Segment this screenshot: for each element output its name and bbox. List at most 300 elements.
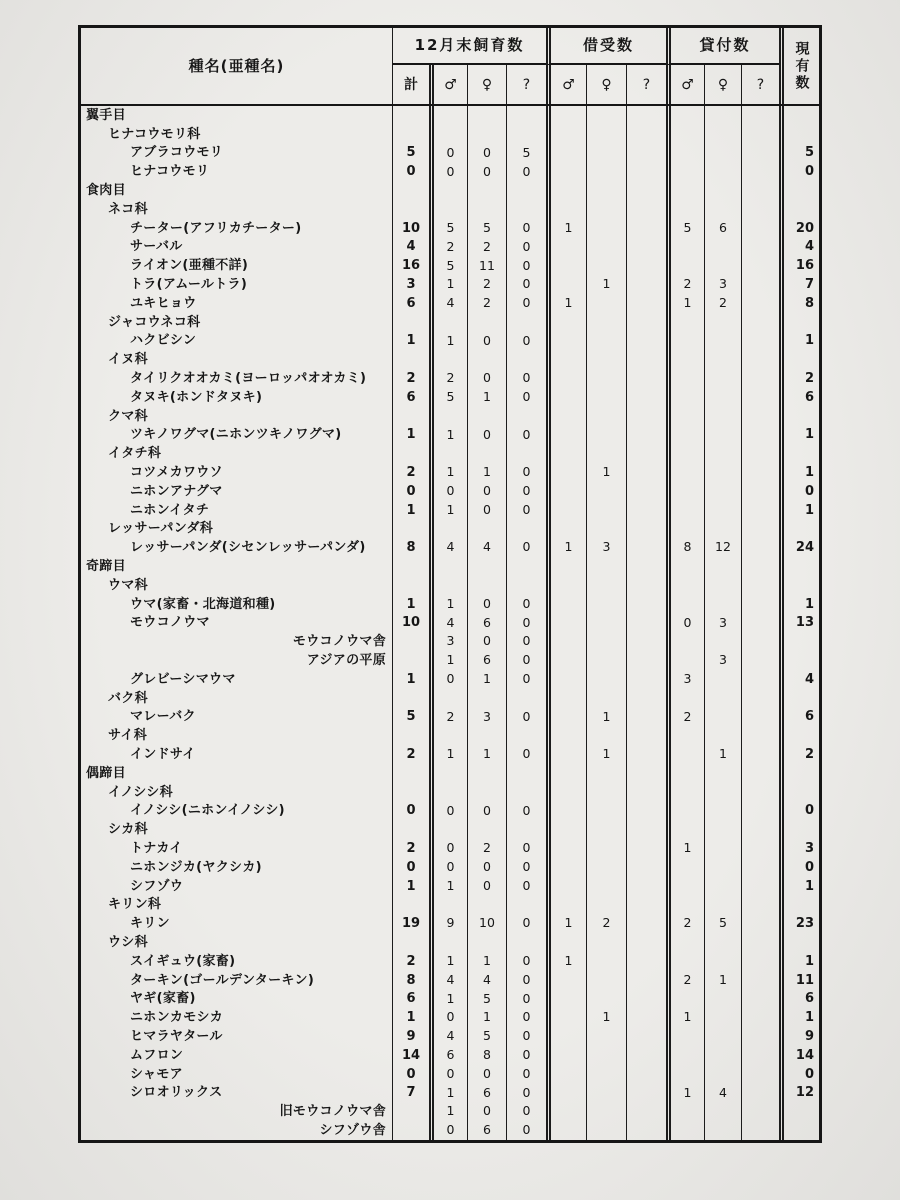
cell-borrow-female [586, 1065, 626, 1084]
cell-borrow-female [586, 877, 626, 896]
cell-borrow-female [586, 369, 626, 388]
cell-dec-unknown: 5 [506, 144, 546, 163]
cell-borrow-female [586, 595, 626, 614]
cell-lend-female [704, 576, 741, 595]
cell-lend-female [704, 256, 741, 275]
cell-lend-male: 5 [666, 219, 704, 238]
cell-lend-male [666, 858, 704, 877]
cell-dec-total: 6 [392, 989, 429, 1008]
cell-dec-unknown: 0 [506, 332, 546, 351]
cell-dec-total: 8 [392, 538, 429, 557]
cell-borrow-female: 2 [586, 914, 626, 933]
cell-lend-unknown [741, 595, 779, 614]
cell-borrow-unknown [626, 670, 666, 689]
cell-current-count: 0 [779, 858, 819, 877]
cell-dec-unknown [506, 576, 546, 595]
cell-dec-male: 4 [429, 294, 467, 313]
cell-borrow-male: 1 [546, 952, 586, 971]
cell-borrow-male [546, 162, 586, 181]
cell-dec-total [392, 764, 429, 783]
family-name: イヌ科 [108, 352, 148, 368]
cell-lend-male [666, 651, 704, 670]
cell-lend-male [666, 764, 704, 783]
cell-lend-female [704, 689, 741, 708]
cell-dec-total: 3 [392, 275, 429, 294]
cell-lend-unknown [741, 745, 779, 764]
cell-borrow-female [586, 482, 626, 501]
cell-current-count: 12 [779, 1083, 819, 1102]
cell-dec-unknown: 0 [506, 275, 546, 294]
cell-lend-unknown [741, 576, 779, 595]
cell-lend-female [704, 783, 741, 802]
cell-lend-male [666, 1102, 704, 1121]
cell-current-count: 3 [779, 839, 819, 858]
cell-dec-unknown: 0 [506, 745, 546, 764]
cell-dec-total: 9 [392, 1027, 429, 1046]
cell-dec-unknown: 0 [506, 1083, 546, 1102]
cell-dec-female [467, 557, 506, 576]
cell-borrow-male [546, 971, 586, 990]
cell-current-count: 1 [779, 877, 819, 896]
cell-dec-unknown [506, 125, 546, 144]
cell-dec-female: 0 [467, 332, 506, 351]
cell-borrow-female [586, 313, 626, 332]
cell-lend-male [666, 557, 704, 576]
cell-borrow-female [586, 501, 626, 520]
cell-dec-unknown: 0 [506, 1008, 546, 1027]
cell-current-count [779, 350, 819, 369]
species-name: シロオリックス [130, 1085, 223, 1101]
cell-borrow-unknown [626, 708, 666, 727]
cell-dec-total: 1 [392, 595, 429, 614]
cell-lend-unknown [741, 726, 779, 745]
subheader-borrow-male: ♂ [546, 65, 586, 104]
cell-dec-female [467, 313, 506, 332]
cell-lend-male [666, 989, 704, 1008]
cell-lend-female [704, 1008, 741, 1027]
cell-dec-female: 10 [467, 914, 506, 933]
cell-dec-male: 0 [429, 839, 467, 858]
cell-dec-female: 1 [467, 745, 506, 764]
cell-lend-male [666, 576, 704, 595]
cell-dec-total: 5 [392, 144, 429, 163]
cell-borrow-female [586, 576, 626, 595]
cell-lend-male [666, 144, 704, 163]
cell-lend-female [704, 369, 741, 388]
cell-dec-male: 1 [429, 877, 467, 896]
cell-dec-male: 2 [429, 708, 467, 727]
cell-borrow-male [546, 689, 586, 708]
order-name: 奇蹄目 [86, 559, 126, 575]
species-name: ニホンアナグマ [130, 483, 223, 499]
cell-lend-male [666, 106, 704, 125]
cell-borrow-male [546, 482, 586, 501]
cell-current-count: 1 [779, 332, 819, 351]
cell-dec-female [467, 783, 506, 802]
cell-dec-total: 6 [392, 388, 429, 407]
cell-dec-male: 5 [429, 388, 467, 407]
cell-borrow-male [546, 764, 586, 783]
cell-lend-female: 3 [704, 614, 741, 633]
cell-lend-male: 2 [666, 275, 704, 294]
cell-dec-unknown: 0 [506, 1102, 546, 1121]
cell-dec-male: 4 [429, 614, 467, 633]
cell-dec-male: 0 [429, 144, 467, 163]
cell-borrow-unknown [626, 144, 666, 163]
cell-lend-unknown [741, 238, 779, 257]
cell-dec-total: 2 [392, 463, 429, 482]
cell-lend-male [666, 482, 704, 501]
cell-dec-unknown: 0 [506, 256, 546, 275]
cell-borrow-female [586, 350, 626, 369]
cell-current-count: 4 [779, 238, 819, 257]
cell-lend-male [666, 463, 704, 482]
cell-lend-male [666, 426, 704, 445]
cell-current-count [779, 557, 819, 576]
cell-borrow-unknown [626, 745, 666, 764]
cell-borrow-female [586, 801, 626, 820]
cell-borrow-male [546, 463, 586, 482]
cell-dec-total [392, 933, 429, 952]
cell-borrow-female [586, 520, 626, 539]
cell-dec-female: 6 [467, 614, 506, 633]
cell-borrow-male [546, 369, 586, 388]
cell-borrow-female [586, 407, 626, 426]
cell-borrow-female [586, 144, 626, 163]
cell-lend-unknown [741, 388, 779, 407]
cell-lend-female: 5 [704, 914, 741, 933]
cell-dec-unknown [506, 820, 546, 839]
cell-dec-female: 6 [467, 1121, 506, 1140]
cell-dec-female: 5 [467, 1027, 506, 1046]
family-name: バク科 [108, 690, 148, 706]
cell-lend-unknown [741, 463, 779, 482]
cell-lend-male: 1 [666, 294, 704, 313]
cell-dec-unknown: 0 [506, 369, 546, 388]
cell-borrow-female [586, 689, 626, 708]
cell-borrow-unknown [626, 839, 666, 858]
cell-dec-unknown [506, 407, 546, 426]
cell-current-count [779, 764, 819, 783]
cell-current-count [779, 651, 819, 670]
cell-lend-unknown [741, 1027, 779, 1046]
cell-dec-female [467, 933, 506, 952]
cell-dec-male [429, 200, 467, 219]
cell-lend-male [666, 689, 704, 708]
cell-borrow-female [586, 895, 626, 914]
cell-borrow-male [546, 125, 586, 144]
cell-borrow-male [546, 444, 586, 463]
cell-lend-female [704, 407, 741, 426]
cell-dec-unknown [506, 726, 546, 745]
cell-current-count: 0 [779, 162, 819, 181]
cell-borrow-unknown [626, 369, 666, 388]
cell-dec-male: 1 [429, 275, 467, 294]
cell-borrow-unknown [626, 275, 666, 294]
cell-borrow-male [546, 1083, 586, 1102]
cell-borrow-unknown [626, 1046, 666, 1065]
cell-lend-female [704, 444, 741, 463]
dec-end-count-group-header: 12月末飼育数 [392, 28, 546, 65]
cell-current-count: 23 [779, 914, 819, 933]
cell-current-count: 1 [779, 463, 819, 482]
cell-current-count: 6 [779, 708, 819, 727]
cell-borrow-unknown [626, 971, 666, 990]
cell-lend-female [704, 1102, 741, 1121]
cell-dec-unknown: 0 [506, 670, 546, 689]
species-name: コツメカワウソ [130, 465, 223, 481]
subheader-lend-male: ♂ [666, 65, 704, 104]
family-name: クマ科 [108, 408, 148, 424]
cell-dec-unknown: 0 [506, 952, 546, 971]
cell-current-count: 2 [779, 745, 819, 764]
species-name: トラ(アムールトラ) [130, 277, 248, 293]
cell-lend-female [704, 482, 741, 501]
cell-borrow-unknown [626, 783, 666, 802]
cell-lend-unknown [741, 689, 779, 708]
lent-count-group-header: 貸付数 [666, 28, 779, 65]
cell-lend-unknown [741, 858, 779, 877]
cell-lend-female [704, 632, 741, 651]
cell-dec-unknown [506, 895, 546, 914]
cell-lend-unknown [741, 275, 779, 294]
cell-current-count: 16 [779, 256, 819, 275]
cell-dec-male: 1 [429, 989, 467, 1008]
table-body [81, 106, 819, 1140]
cell-dec-female: 1 [467, 388, 506, 407]
cell-lend-female [704, 858, 741, 877]
cell-dec-female [467, 764, 506, 783]
species-name: マレーバク [130, 709, 196, 725]
cell-dec-male [429, 313, 467, 332]
cell-dec-total: 14 [392, 1046, 429, 1065]
cell-lend-female [704, 726, 741, 745]
cell-borrow-male [546, 858, 586, 877]
cell-borrow-male [546, 614, 586, 633]
cell-dec-male: 2 [429, 369, 467, 388]
cell-current-count: 4 [779, 670, 819, 689]
cell-borrow-female [586, 858, 626, 877]
cell-current-count: 13 [779, 614, 819, 633]
cell-borrow-male [546, 745, 586, 764]
cell-lend-female [704, 181, 741, 200]
cell-dec-male [429, 576, 467, 595]
cell-dec-female: 4 [467, 538, 506, 557]
cell-dec-male: 0 [429, 1008, 467, 1027]
cell-dec-total [392, 350, 429, 369]
cell-lend-female [704, 708, 741, 727]
cell-dec-unknown [506, 764, 546, 783]
cell-lend-male [666, 407, 704, 426]
cell-current-count [779, 313, 819, 332]
cell-lend-female [704, 557, 741, 576]
cell-borrow-unknown [626, 595, 666, 614]
cell-borrow-male [546, 1121, 586, 1140]
cell-lend-unknown [741, 670, 779, 689]
cell-borrow-male [546, 407, 586, 426]
cell-dec-female: 2 [467, 839, 506, 858]
species-name: トナカイ [130, 840, 183, 856]
cell-borrow-female [586, 106, 626, 125]
cell-dec-male: 0 [429, 670, 467, 689]
species-name: ニホンジカ(ヤクシカ) [130, 859, 262, 875]
cell-borrow-unknown [626, 181, 666, 200]
cell-borrow-unknown [626, 801, 666, 820]
cell-lend-male: 2 [666, 971, 704, 990]
cell-lend-female: 2 [704, 294, 741, 313]
cell-dec-unknown: 0 [506, 858, 546, 877]
cell-dec-total: 6 [392, 294, 429, 313]
cell-dec-female [467, 444, 506, 463]
cell-dec-unknown: 0 [506, 388, 546, 407]
cell-lend-male [666, 1065, 704, 1084]
cell-lend-unknown [741, 162, 779, 181]
cell-lend-unknown [741, 1008, 779, 1027]
cell-borrow-unknown [626, 238, 666, 257]
cell-dec-total: 1 [392, 501, 429, 520]
species-name: サーバル [130, 239, 183, 255]
cell-dec-male [429, 783, 467, 802]
cell-dec-male [429, 557, 467, 576]
cell-lend-unknown [741, 1121, 779, 1140]
cell-current-count [779, 689, 819, 708]
cell-dec-female: 1 [467, 1008, 506, 1027]
cell-borrow-male [546, 1046, 586, 1065]
cell-dec-male: 4 [429, 971, 467, 990]
cell-current-count [779, 407, 819, 426]
cell-dec-female: 0 [467, 369, 506, 388]
cell-dec-total [392, 689, 429, 708]
cell-lend-unknown [741, 125, 779, 144]
cell-dec-male: 1 [429, 745, 467, 764]
cell-dec-female [467, 181, 506, 200]
cell-borrow-female [586, 820, 626, 839]
cell-dec-male: 0 [429, 1065, 467, 1084]
species-name: グレビーシマウマ [130, 671, 236, 687]
cell-lend-female [704, 839, 741, 858]
cell-lend-female [704, 350, 741, 369]
cell-borrow-female [586, 632, 626, 651]
cell-dec-total: 4 [392, 238, 429, 257]
cell-borrow-male [546, 576, 586, 595]
cell-lend-male: 0 [666, 614, 704, 633]
family-name: ヒナコウモリ科 [108, 126, 201, 142]
cell-borrow-female [586, 952, 626, 971]
cell-lend-unknown [741, 1102, 779, 1121]
enclosure-name: 旧モウコノウマ舎 [279, 1104, 386, 1120]
cell-borrow-male [546, 501, 586, 520]
cell-dec-male: 1 [429, 952, 467, 971]
cell-dec-female: 5 [467, 989, 506, 1008]
cell-dec-unknown [506, 783, 546, 802]
cell-borrow-male [546, 520, 586, 539]
cell-current-count [779, 576, 819, 595]
cell-borrow-unknown [626, 482, 666, 501]
cell-lend-male: 1 [666, 1083, 704, 1102]
cell-dec-female: 1 [467, 670, 506, 689]
species-name: タイリクオオカミ(ヨーロッパオオカミ) [130, 371, 367, 387]
cell-dec-total [392, 106, 429, 125]
cell-dec-total: 8 [392, 971, 429, 990]
cell-dec-male [429, 933, 467, 952]
cell-lend-unknown [741, 614, 779, 633]
cell-dec-female [467, 125, 506, 144]
enclosure-name: モウコノウマ舎 [292, 634, 386, 650]
species-name: スイギュウ(家畜) [130, 953, 236, 969]
cell-borrow-female [586, 426, 626, 445]
species-name: ターキン(ゴールデンターキン) [130, 972, 315, 988]
cell-borrow-unknown [626, 106, 666, 125]
cell-current-count: 5 [779, 144, 819, 163]
cell-current-count: 20 [779, 219, 819, 238]
cell-dec-total [392, 557, 429, 576]
cell-borrow-male: 1 [546, 914, 586, 933]
table-header [81, 28, 819, 106]
cell-lend-male [666, 501, 704, 520]
cell-borrow-unknown [626, 426, 666, 445]
family-name: ネコ科 [108, 201, 148, 217]
cell-borrow-female [586, 614, 626, 633]
cell-lend-female: 3 [704, 651, 741, 670]
cell-borrow-male: 1 [546, 538, 586, 557]
cell-current-count: 0 [779, 801, 819, 820]
cell-borrow-male [546, 256, 586, 275]
cell-dec-total: 0 [392, 162, 429, 181]
subheader-dec-unknown: ? [506, 65, 546, 104]
cell-lend-female [704, 952, 741, 971]
cell-current-count [779, 1102, 819, 1121]
cell-dec-male: 1 [429, 595, 467, 614]
cell-borrow-female [586, 764, 626, 783]
cell-current-count [779, 895, 819, 914]
cell-dec-total [392, 1121, 429, 1140]
species-name: アブラコウモリ [130, 145, 224, 161]
cell-dec-total [392, 632, 429, 651]
cell-borrow-male: 1 [546, 294, 586, 313]
cell-dec-total: 2 [392, 745, 429, 764]
subheader-dec-male: ♂ [429, 65, 467, 104]
family-name: ウマ科 [108, 577, 148, 593]
cell-dec-unknown: 0 [506, 463, 546, 482]
cell-dec-total: 2 [392, 952, 429, 971]
family-name: ウシ科 [108, 934, 148, 950]
cell-lend-unknown [741, 1083, 779, 1102]
cell-dec-male [429, 181, 467, 200]
cell-borrow-male [546, 426, 586, 445]
cell-lend-male: 1 [666, 1008, 704, 1027]
cell-current-count [779, 726, 819, 745]
cell-lend-female [704, 820, 741, 839]
cell-dec-unknown: 0 [506, 238, 546, 257]
cell-borrow-female [586, 125, 626, 144]
cell-dec-total [392, 576, 429, 595]
cell-lend-unknown [741, 144, 779, 163]
cell-borrow-male [546, 708, 586, 727]
cell-borrow-female: 1 [586, 1008, 626, 1027]
cell-borrow-male [546, 1027, 586, 1046]
cell-dec-total [392, 313, 429, 332]
cell-dec-unknown: 0 [506, 708, 546, 727]
cell-dec-male: 1 [429, 651, 467, 670]
cell-dec-unknown [506, 181, 546, 200]
cell-borrow-male [546, 877, 586, 896]
cell-lend-male [666, 632, 704, 651]
family-name: シカ科 [108, 822, 148, 838]
cell-borrow-male [546, 1065, 586, 1084]
cell-lend-female [704, 764, 741, 783]
cell-borrow-female [586, 200, 626, 219]
cell-borrow-male [546, 670, 586, 689]
